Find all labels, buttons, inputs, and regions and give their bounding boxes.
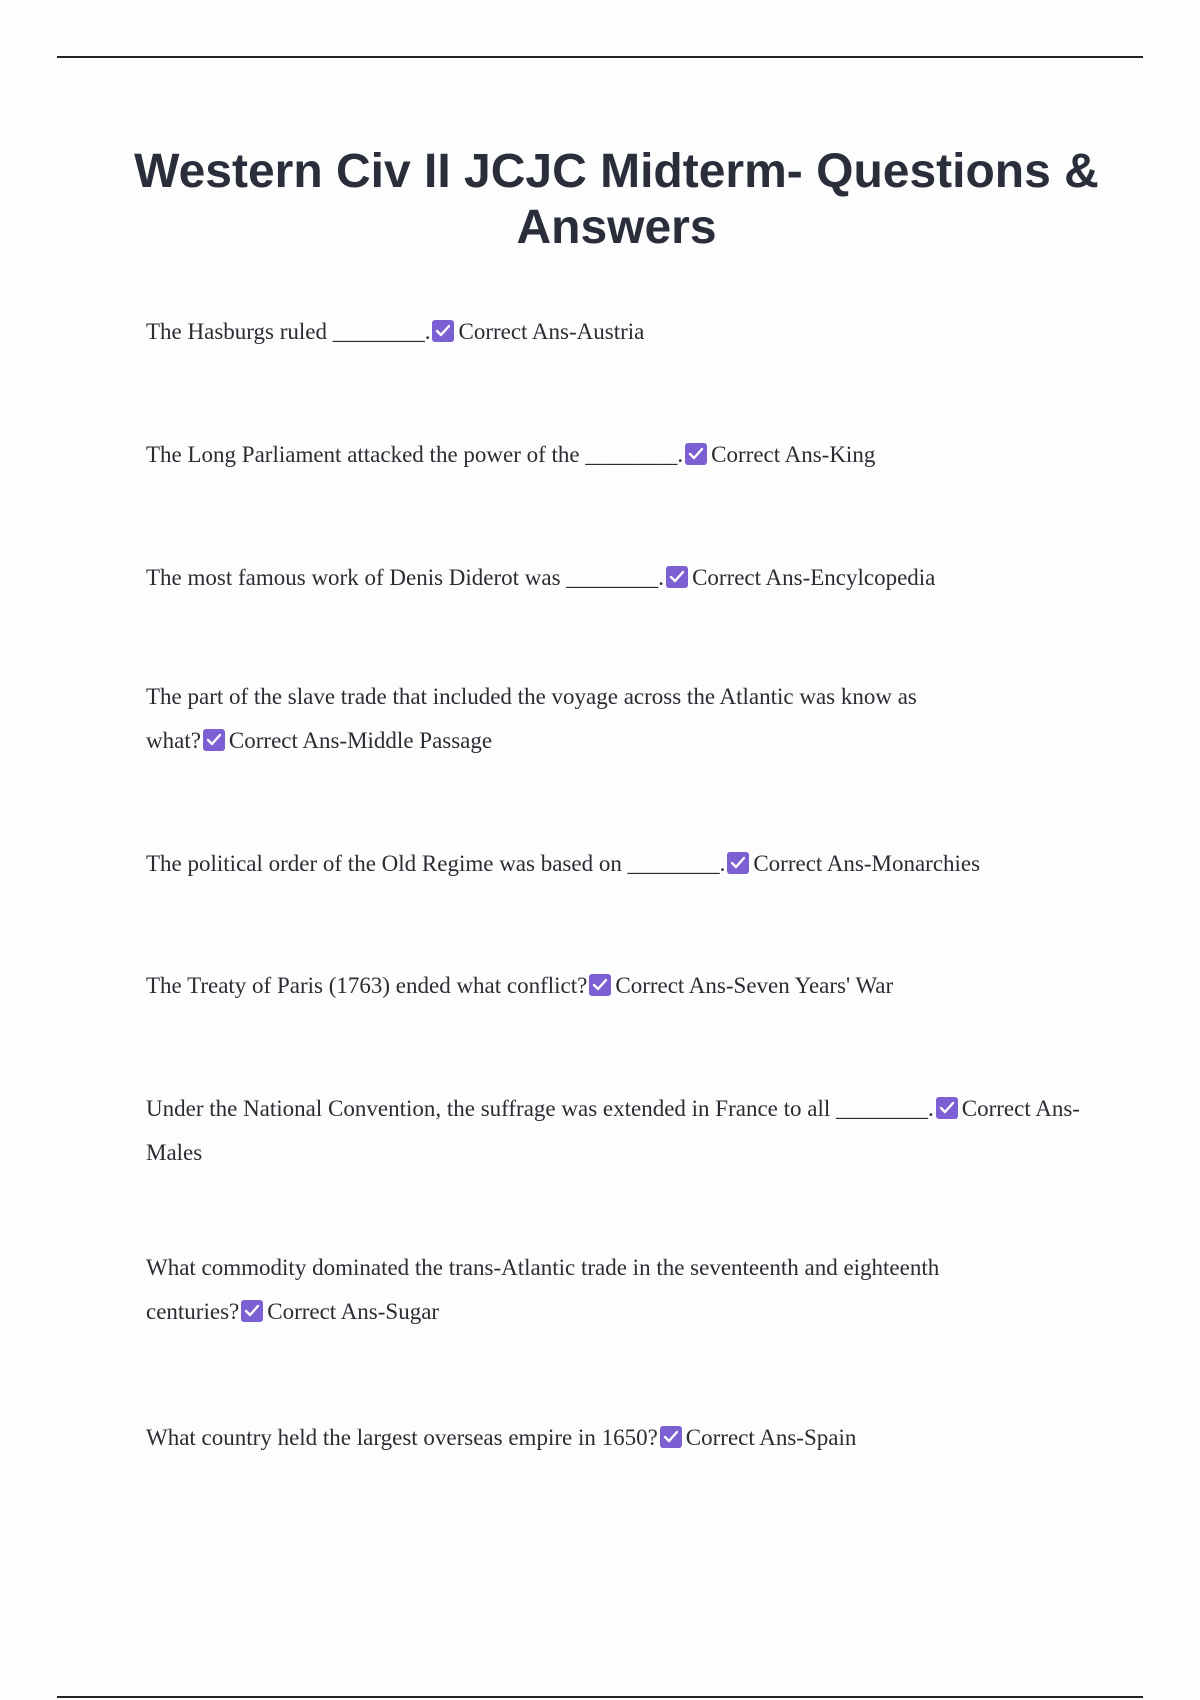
checkbox-checked-icon xyxy=(660,1426,682,1448)
question-text: The most famous work of Denis Diderot was ________. xyxy=(146,565,665,590)
answer-text: Correct Ans-Spain xyxy=(685,1425,857,1450)
question-text: What commodity dominated the trans-Atlantic trade in the seventeenth and eighteenth centuries? xyxy=(146,1255,940,1324)
qa-item-1 xyxy=(146,310,1146,354)
qa-item-4 xyxy=(146,675,976,763)
checkbox-checked-icon xyxy=(203,729,225,751)
question-text: Under the National Convention, the suffrage was extended in France to all ________. xyxy=(146,1096,934,1121)
checkbox-checked-icon xyxy=(241,1300,263,1322)
qa-item-3 xyxy=(146,556,1146,600)
checkbox-checked-icon xyxy=(666,566,688,588)
qa-item-7 xyxy=(146,1087,1096,1175)
qa-item-9 xyxy=(146,1416,1146,1460)
question-text: The political order of the Old Regime was based on ________. xyxy=(146,851,726,876)
checkbox-checked-icon xyxy=(589,974,611,996)
answer-text: Correct Ans-King xyxy=(711,442,876,467)
qa-item-8 xyxy=(146,1246,1006,1334)
question-text: The Hasburgs ruled ________. xyxy=(146,319,431,344)
answer-text: Correct Ans-Encylcopedia xyxy=(692,565,936,590)
question-text: What country held the largest overseas empire in 1650? xyxy=(146,1425,658,1450)
top-rule xyxy=(57,56,1143,58)
answer-text: Correct Ans-Monarchies xyxy=(753,851,981,876)
qa-item-5 xyxy=(146,842,1146,886)
answer-text: Correct Ans-Sugar xyxy=(267,1299,440,1324)
checkbox-checked-icon xyxy=(727,852,749,874)
qa-item-6 xyxy=(146,964,1146,1008)
checkbox-checked-icon xyxy=(432,320,454,342)
question-text: The part of the slave trade that included the voyage across the Atlantic was know as what? xyxy=(146,684,917,753)
question-text: The Long Parliament attacked the power of the ________. xyxy=(146,442,684,467)
answer-text: Correct Ans-Males xyxy=(146,1096,1080,1165)
page-title: Western Civ II JCJC Midterm- Questions & Answers xyxy=(134,145,1099,254)
bottom-rule xyxy=(57,1696,1143,1698)
answer-text: Correct Ans-Middle Passage xyxy=(228,728,493,753)
answer-text: Correct Ans-Austria xyxy=(458,319,645,344)
question-text: The Treaty of Paris (1763) ended what conflict? xyxy=(146,973,588,998)
answer-text: Correct Ans-Seven Years' War xyxy=(615,973,894,998)
checkbox-checked-icon xyxy=(936,1097,958,1119)
qa-item-2 xyxy=(146,433,1146,477)
checkbox-checked-icon xyxy=(685,443,707,465)
